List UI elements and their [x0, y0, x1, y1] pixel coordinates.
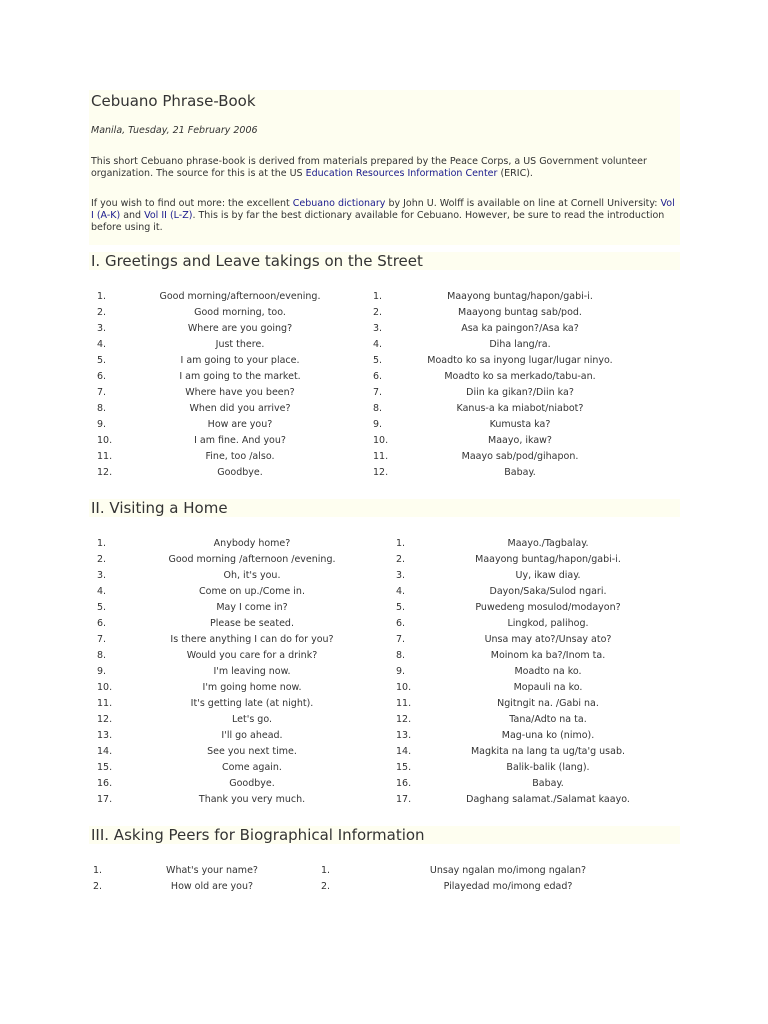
phrase-row: [0, 600, 768, 616]
phrase-row: [0, 369, 768, 385]
english-phrase: Is there anything I can do for you?: [170, 634, 334, 645]
row-number-english: 9.: [97, 666, 107, 677]
english-phrase: Let's go.: [232, 714, 272, 725]
row-number-english: 15.: [97, 762, 113, 773]
english-phrase: I'm leaving now.: [213, 666, 291, 677]
row-number-english: 10.: [97, 435, 113, 446]
row-number-english: 3.: [97, 323, 107, 334]
phrase-row: [0, 680, 768, 696]
row-number-english: 12.: [97, 467, 113, 478]
cebuano-phrase: Maayo./Tagbalay.: [507, 538, 589, 549]
english-phrase: It's getting late (at night).: [190, 698, 314, 709]
english-phrase: I am going to the market.: [179, 371, 301, 382]
intro-paragraph-source: [91, 156, 675, 180]
para1-text-before: This short Cebuano phrase-book is derived from materials prepared by the Peace Corps, a US Government volunteer organization. The source for this is at the US: [91, 156, 647, 179]
row-number-cebuano: 2.: [396, 554, 406, 565]
english-phrase: Come again.: [222, 762, 282, 773]
cebuano-phrase: Maayong buntag sab/pod.: [458, 307, 582, 318]
cebuano-phrase: Asa ka paingon?/Asa ka?: [461, 323, 579, 334]
phrase-row: [0, 728, 768, 744]
phrase-row: [0, 353, 768, 369]
row-number-cebuano: 12.: [373, 467, 389, 478]
phrase-row: [0, 664, 768, 680]
row-number-english: 7.: [97, 634, 107, 645]
english-phrase: How are you?: [207, 419, 273, 430]
row-number-english: 5.: [97, 602, 107, 613]
row-number-cebuano: 1.: [321, 865, 331, 876]
english-phrase: Good morning /afternoon /evening.: [168, 554, 336, 565]
cebuano-phrase: Moadto ko sa inyong lugar/lugar ninyo.: [427, 355, 613, 366]
english-phrase: Good morning/afternoon/evening.: [159, 291, 321, 302]
phrase-row: [0, 321, 768, 337]
row-number-english: 1.: [97, 291, 107, 302]
row-number-english: 16.: [97, 778, 113, 789]
row-number-cebuano: 10.: [396, 682, 412, 693]
phrase-row: [0, 552, 768, 568]
row-number-cebuano: 2.: [373, 307, 383, 318]
row-number-cebuano: 6.: [373, 371, 383, 382]
phrase-row: [0, 305, 768, 321]
cebuano-dictionary-link[interactable]: Cebuano dictionary: [292, 198, 386, 209]
row-number-cebuano: 10.: [373, 435, 389, 446]
vol-1-link[interactable]: Vol I (A-K): [91, 198, 675, 221]
phrase-row: [0, 289, 768, 305]
english-phrase: When did you arrive?: [189, 403, 291, 414]
page-title: Cebuano Phrase-Book: [91, 92, 256, 110]
phrase-row: [0, 337, 768, 353]
para2-text-4: . This is by far the best dictionary available for Cebuano. However, be sure to read the introduction before using it.: [91, 210, 665, 233]
cebuano-phrase: Kumusta ka?: [489, 419, 551, 430]
row-number-cebuano: 15.: [396, 762, 412, 773]
english-phrase: Come on up./Come in.: [199, 586, 305, 597]
english-phrase: Where have you been?: [185, 387, 295, 398]
row-number-english: 6.: [97, 371, 107, 382]
cebuano-phrase: Pilayedad mo/imong edad?: [443, 881, 573, 892]
cebuano-phrase: Maayong buntag/hapon/gabi-i.: [447, 291, 593, 302]
row-number-english: 11.: [97, 698, 113, 709]
row-number-english: 17.: [97, 794, 113, 805]
english-phrase: May I come in?: [216, 602, 288, 613]
section-heading: III. Asking Peers for Biographical Information: [89, 826, 680, 844]
row-number-cebuano: 16.: [396, 778, 412, 789]
phrase-row: [0, 616, 768, 632]
phrase-row: [0, 568, 768, 584]
para2-text-2: by John U. Wolff is available on line at Cornell University:: [385, 198, 661, 209]
section-heading: II. Visiting a Home: [89, 499, 680, 517]
row-number-cebuano: 13.: [396, 730, 412, 741]
vol-2-link[interactable]: Vol II (L-Z): [144, 210, 193, 221]
english-phrase: Just there.: [215, 339, 265, 350]
eric-link[interactable]: Education Resources Information Center: [305, 168, 498, 179]
cebuano-phrase: Dayon/Saka/Sulod ngari.: [489, 586, 607, 597]
cebuano-phrase: Mopauli na ko.: [513, 682, 583, 693]
para1-text-after: (ERIC).: [497, 168, 533, 179]
phrase-row: [0, 879, 768, 895]
phrase-row: [0, 417, 768, 433]
cebuano-phrase: Balik-balik (lang).: [506, 762, 590, 773]
row-number-cebuano: 5.: [373, 355, 383, 366]
cebuano-phrase: Ngitngit na. /Gabi na.: [497, 698, 599, 709]
phrase-row: [0, 712, 768, 728]
cebuano-phrase: Puwedeng mosulod/modayon?: [475, 602, 621, 613]
row-number-english: 1.: [93, 865, 103, 876]
english-phrase: Where are you going?: [187, 323, 293, 334]
cebuano-phrase: Diin ka gikan?/Diin ka?: [466, 387, 574, 398]
row-number-cebuano: 8.: [396, 650, 406, 661]
phrase-row: [0, 648, 768, 664]
row-number-english: 5.: [97, 355, 107, 366]
cebuano-phrase: Diha lang/ra.: [489, 339, 551, 350]
phrase-row: [0, 863, 768, 879]
cebuano-phrase: Maayo, ikaw?: [488, 435, 552, 446]
cebuano-phrase: Lingkod, palihog.: [507, 618, 589, 629]
cebuano-phrase: Unsay ngalan mo/imong ngalan?: [429, 865, 587, 876]
phrase-row: [0, 696, 768, 712]
para2-text-3: and: [120, 210, 145, 221]
cebuano-phrase: Moinom ka ba?/Inom ta.: [490, 650, 606, 661]
phrase-row: [0, 744, 768, 760]
phrase-row: [0, 401, 768, 417]
english-phrase: Anybody home?: [213, 538, 291, 549]
row-number-english: 4.: [97, 339, 107, 350]
cebuano-phrase: Moadto ko sa merkado/tabu-an.: [444, 371, 596, 382]
phrase-row: [0, 776, 768, 792]
row-number-cebuano: 3.: [396, 570, 406, 581]
english-phrase: Good morning, too.: [194, 307, 286, 318]
row-number-english: 8.: [97, 403, 107, 414]
intro-block: [89, 90, 680, 245]
english-phrase: What's your name?: [166, 865, 258, 876]
row-number-english: 1.: [97, 538, 107, 549]
english-phrase: Oh, it's you.: [223, 570, 281, 581]
row-number-english: 2.: [93, 881, 103, 892]
row-number-english: 12.: [97, 714, 113, 725]
english-phrase: Please be seated.: [210, 618, 294, 629]
cebuano-phrase: Uy, ikaw diay.: [515, 570, 581, 581]
phrase-row: [0, 433, 768, 449]
intro-paragraph-dictionary: [91, 198, 675, 234]
row-number-cebuano: 11.: [396, 698, 412, 709]
english-phrase: I'm going home now.: [202, 682, 302, 693]
cebuano-phrase: Unsa may ato?/Unsay ato?: [484, 634, 612, 645]
row-number-english: 3.: [97, 570, 107, 581]
cebuano-phrase: Babay.: [532, 778, 564, 789]
cebuano-phrase: Maayo sab/pod/gihapon.: [461, 451, 579, 462]
cebuano-phrase: Tana/Adto na ta.: [509, 714, 587, 725]
cebuano-phrase: Maayong buntag/hapon/gabi-i.: [475, 554, 621, 565]
cebuano-phrase: Kanus-a ka miabot/niabot?: [456, 403, 584, 414]
row-number-cebuano: 17.: [396, 794, 412, 805]
row-number-cebuano: 14.: [396, 746, 412, 757]
row-number-cebuano: 11.: [373, 451, 389, 462]
row-number-cebuano: 7.: [373, 387, 383, 398]
para2-text-1: If you wish to find out more: the excellent: [91, 198, 293, 209]
phrase-row: [0, 385, 768, 401]
cebuano-phrase: Babay.: [504, 467, 536, 478]
row-number-cebuano: 3.: [373, 323, 383, 334]
row-number-cebuano: 8.: [373, 403, 383, 414]
phrase-row: [0, 449, 768, 465]
row-number-cebuano: 4.: [396, 586, 406, 597]
row-number-english: 2.: [97, 307, 107, 318]
cebuano-phrase: Magkita na lang ta ug/ta'g usab.: [470, 746, 626, 757]
phrase-row: [0, 632, 768, 648]
english-phrase: See you next time.: [207, 746, 297, 757]
row-number-english: 7.: [97, 387, 107, 398]
english-phrase: Goodbye.: [217, 467, 263, 478]
row-number-english: 9.: [97, 419, 107, 430]
row-number-english: 14.: [97, 746, 113, 757]
english-phrase: Would you care for a drink?: [186, 650, 318, 661]
phrase-row: [0, 536, 768, 552]
cebuano-phrase: Daghang salamat./Salamat kaayo.: [466, 794, 630, 805]
row-number-english: 2.: [97, 554, 107, 565]
row-number-english: 10.: [97, 682, 113, 693]
phrase-row: [0, 760, 768, 776]
english-phrase: Fine, too /also.: [205, 451, 275, 462]
row-number-english: 13.: [97, 730, 113, 741]
row-number-english: 8.: [97, 650, 107, 661]
row-number-english: 11.: [97, 451, 113, 462]
phrase-row: [0, 584, 768, 600]
row-number-cebuano: 5.: [396, 602, 406, 613]
english-phrase: I am going to your place.: [180, 355, 300, 366]
row-number-cebuano: 12.: [396, 714, 412, 725]
row-number-cebuano: 4.: [373, 339, 383, 350]
row-number-english: 6.: [97, 618, 107, 629]
row-number-cebuano: 9.: [396, 666, 406, 677]
phrase-row: [0, 792, 768, 808]
row-number-cebuano: 1.: [396, 538, 406, 549]
section-heading: I. Greetings and Leave takings on the Street: [89, 252, 680, 270]
cebuano-phrase: Moadto na ko.: [514, 666, 582, 677]
english-phrase: Goodbye.: [229, 778, 275, 789]
row-number-cebuano: 9.: [373, 419, 383, 430]
english-phrase: Thank you very much.: [198, 794, 306, 805]
english-phrase: How old are you?: [170, 881, 254, 892]
english-phrase: I'll go ahead.: [221, 730, 283, 741]
dateline: Manila, Tuesday, 21 February 2006: [91, 125, 258, 136]
row-number-cebuano: 7.: [396, 634, 406, 645]
row-number-english: 4.: [97, 586, 107, 597]
row-number-cebuano: 6.: [396, 618, 406, 629]
english-phrase: I am fine. And you?: [194, 435, 286, 446]
row-number-cebuano: 2.: [321, 881, 331, 892]
cebuano-phrase: Mag-una ko (nimo).: [501, 730, 595, 741]
row-number-cebuano: 1.: [373, 291, 383, 302]
phrase-row: [0, 465, 768, 481]
